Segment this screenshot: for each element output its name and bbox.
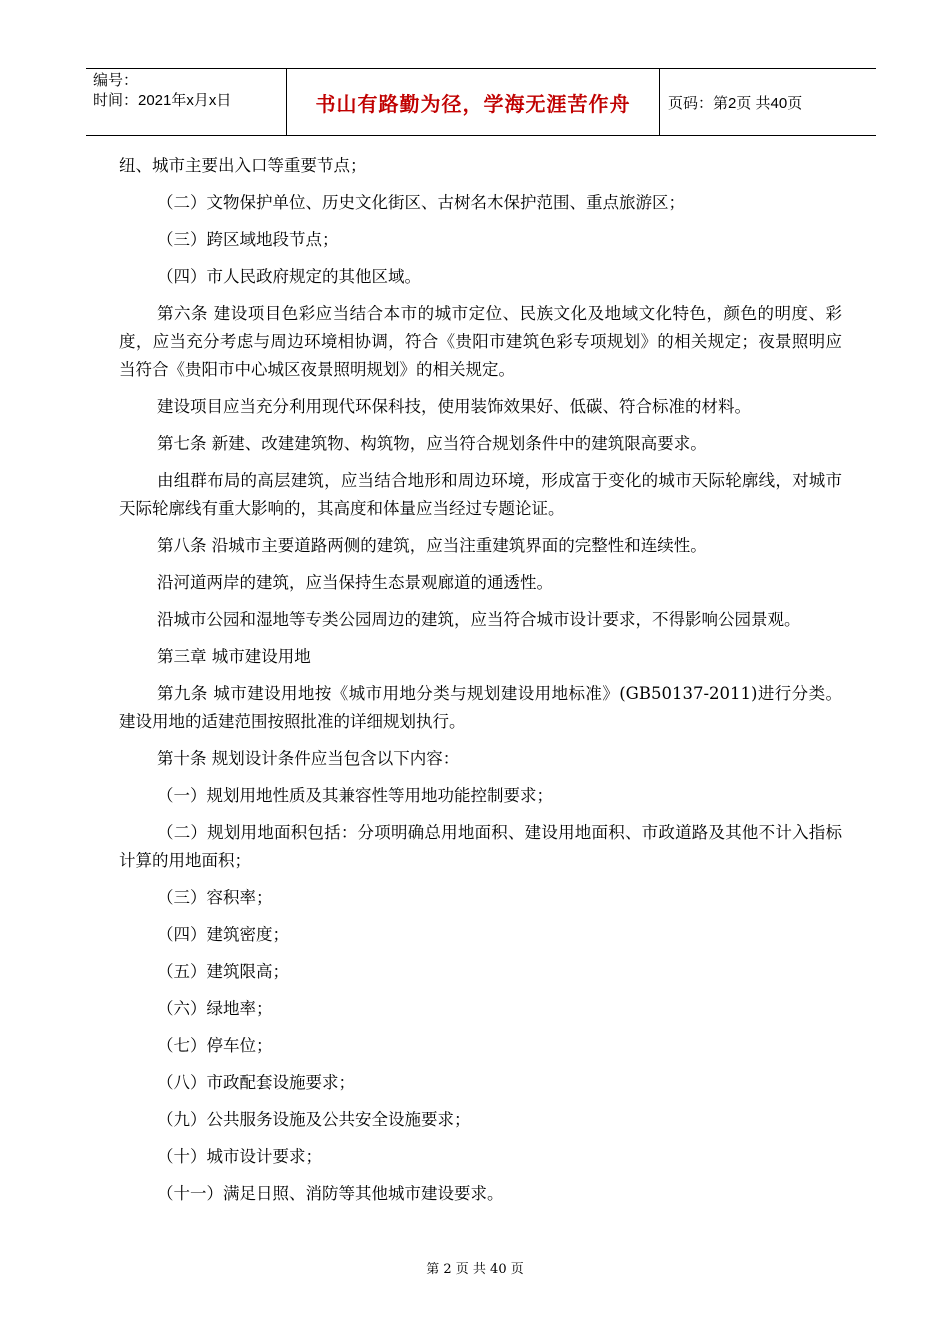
paragraph: （四）市人民政府规定的其他区域。 (157, 267, 421, 286)
list-item: （十）城市设计要求； (157, 1147, 322, 1166)
paragraph: 由组群布局的高层建筑，应当结合地形和周边环境，形成富于变化的城市天际轮廓线，对城市天际轮廓线有重大影响的，其高度和体量应当经过专题论证。 (119, 471, 842, 518)
list-item: （六）绿地率； (157, 999, 273, 1018)
list-item: （七）停车位； (157, 1036, 273, 1055)
list-item: （八）市政配套设施要求； (157, 1073, 355, 1092)
document-number-label: 编号： (93, 72, 139, 89)
paragraph: 沿河道两岸的建筑，应当保持生态景观廊道的通透性。 (157, 573, 553, 592)
header-meta (86, 69, 287, 135)
document-time-label: 时间：2021年x月x日 (93, 92, 232, 109)
article-paragraph: 第八条 沿城市主要道路两侧的建筑，应当注重建筑界面的完整性和连续性。 (157, 536, 707, 555)
list-item: （九）公共服务设施及公共安全设施要求； (157, 1110, 471, 1129)
list-item: （二）规划用地面积包括：分项明确总用地面积、建设用地面积、市政道路及其他不计入指标计算的用地面积； (119, 823, 842, 870)
document-body (119, 152, 842, 1217)
paragraph: 建设项目应当充分利用现代环保科技，使用装饰效果好、低碳、符合标准的材料。 (157, 397, 751, 416)
list-item: （三）容积率； (157, 888, 273, 907)
page-footer: 第 2 页 共 40 页 (426, 1262, 524, 1277)
paragraph: 纽、城市主要出入口等重要节点； (119, 156, 367, 175)
chapter-heading: 第三章 城市建设用地 (157, 647, 311, 666)
paragraph: （三）跨区域地段节点； (157, 230, 339, 249)
article-paragraph: 第九条 城市建设用地按《城市用地分类与规划建设用地标准》(GB50137-2011)进行分类。建设用地的适建范围按照批准的详细规划执行。 (119, 684, 842, 731)
list-item: （一）规划用地性质及其兼容性等用地功能控制要求； (157, 786, 553, 805)
list-item: （五）建筑限高； (157, 962, 289, 981)
header-motto: 书山有路勤为径，学海无涯苦作舟 (287, 69, 660, 135)
article-paragraph: 第十条 规划设计条件应当包含以下内容： (157, 749, 460, 768)
article-paragraph: 第七条 新建、改建建筑物、构筑物，应当符合规划条件中的建筑限高要求。 (157, 434, 707, 453)
paragraph: （二）文物保护单位、历史文化街区、古树名木保护范围、重点旅游区； (157, 193, 685, 212)
paragraph: 沿城市公园和湿地等专类公园周边的建筑，应当符合城市设计要求，不得影响公园景观。 (157, 610, 801, 629)
header-page-label: 页码：第2页 共40页 (668, 94, 803, 112)
list-item: （十一）满足日照、消防等其他城市建设要求。 (157, 1184, 504, 1203)
article-paragraph: 第六条 建设项目色彩应当结合本市的城市定位、民族文化及地域文化特色，颜色的明度、彩度，应当充分考虑与周边环境相协调，符合《贵阳市建筑色彩专项规划》的相关规定；夜景照明应当符合《贵阳市中心城区夜景照明规划》的相关规定。 (119, 304, 842, 379)
page-header (86, 68, 876, 136)
list-item: （四）建筑密度； (157, 925, 289, 944)
